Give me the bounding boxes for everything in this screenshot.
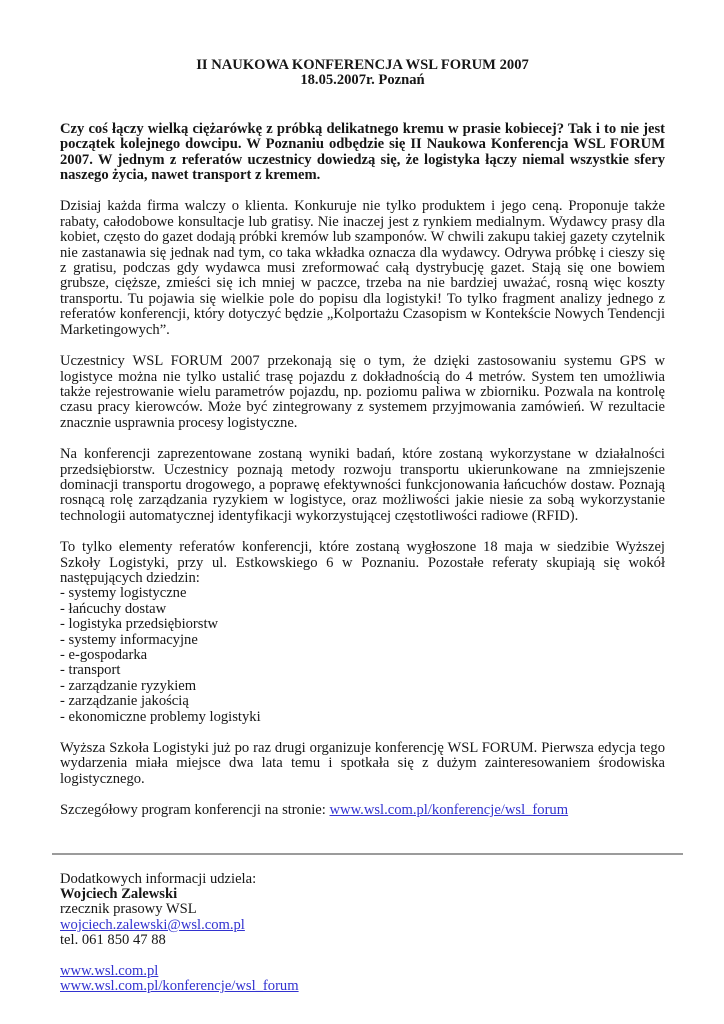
body-paragraph: Dzisiaj każda firma walczy o klienta. Konkuruje nie tylko produktem i jego ceną. Proponuje także rabaty, całodobowe konsultacje lub gratisy. Nie inaczej jest z rynkiem medialnym. Wydawcy prasy dla kobiet, często do gazet dodają próbki kremów lub szamponów. W chwili zakupu takiej gazety czytelnik nie zastanawia się jednak nad tym, co taka wkładka oznacza dla wydawcy. Odrywa próbkę i cieszy się z gratisu, podczas gdy wydawca musi zreformować całą dystrybucję gazet. Stają się one bowiem grubsze, cięższe, zmieści się ich mniej w paczce, trzeba na nie bardziej uważać, rosną więc koszty transportu. Tu pojawia się wielkie pole do popisu dla logistyki! To tylko fragment analizy jednego z referatów konferencji, który dotyczyć będzie „Kolportażu Czasopism w Kontekście Nowych Tendencji Marketingowych”. [60,198,665,338]
document-title: II NAUKOWA KONFERENCJA WSL FORUM 2007 [196,57,529,73]
body-paragraphs [60,199,665,586]
topic-item: - transport [60,662,121,679]
body-paragraph: To tylko elementy referatów konferencji, które zostaną wygłoszone 18 maja w siedzibie Wyższej Szkoły Logistyki, przy ul. Estkowskiego 6 w Poznaniu. Pozostałe referaty skupiają się wokół następujących dziedzin: [60,539,665,586]
program-link[interactable]: www.wsl.com.pl/konferencje/wsl_forum [329,802,569,819]
topic-item: - zarządzanie ryzykiem [60,677,197,694]
topic-item: - systemy informacyjne [60,631,198,648]
topic-item: - ekonomiczne problemy logistyki [60,708,261,725]
contact-phone: tel. 061 850 47 88 [60,932,166,949]
contact-email-link[interactable]: wojciech.zalewski@wsl.com.pl [60,916,245,933]
contact-email-row [60,918,665,933]
contact-heading: Dodatkowych informacji udziela: [60,870,257,887]
topics-list [60,586,665,725]
document-content [60,58,665,995]
website-links [60,964,665,995]
program-text: Szczegółowy program konferencji na stronie: [60,802,330,819]
lead-paragraph: Czy coś łączy wielką ciężarówkę z próbką delikatnego kremu w prasie kobiecej? Tak i to nie jest początek kolejnego dowcipu. W Poznaniu odbędzie się II Naukowa Konferencja WSL FORUM 2007. W jednym z referatów uczestnicy dowiedzą się, że logistyka łączy niemal wszystkie sfery naszego życia, nawet transport z kremem. [60,120,665,184]
contact-block [60,872,665,995]
website-link[interactable]: www.wsl.com.pl [60,963,159,980]
body-paragraph: Na konferencji zaprezentowane zostaną wyniki badań, które zostaną wykorzystane w działalności przedsiębiorstw. Uczestnicy poznają metody rozwoju transportu ukierunkowane na zmniejszenie dominacji transportu drogowego, a poprawę efektywności funkcjonowania łańcuchów dostaw. Poznają rosnącą rolę zarządzania ryzykiem w logistyce, oraz możliwości jakie niesie za sobą wykorzystanie technologii automatycznej identyfikacji wykorzystującej częstotliwości radiowe (RFID). [60,446,665,524]
body-paragraph: Uczestnicy WSL FORUM 2007 przekonają się o tym, że dzięki zastosowaniu systemu GPS w logistyce można nie tylko ustalić trasę pojazdu z dokładnością do 4 metrów. System ten umożliwia także rejestrowanie wielu parametrów pojazdu, np. poziomu paliwa w zbiorniku. Pozwala na kontrolę czasu pracy kierowców. Może być zintegrowany z systemem przyjmowania zamówień. W rezultacie znacznie usprawnia procesy logistyczne. [60,353,665,431]
document-date-location: 18.05.2007r. Poznań [300,72,425,89]
topic-item: - e-gospodarka [60,647,148,663]
program-line [60,803,665,818]
topic-item: - systemy logistyczne [60,585,187,602]
section-divider [52,853,683,855]
contact-role: rzecznik prasowy WSL [60,901,197,918]
topic-item: - zarządzanie jakością [60,693,189,710]
topic-item: - logistyka przedsiębiorstw [60,616,219,633]
document-title-block [60,58,665,89]
contact-name: Wojciech Zalewski [60,886,178,903]
blank-line [60,949,665,964]
topic-item: - łańcuchy dostaw [60,600,167,617]
closing-paragraph: Wyższa Szkoła Logistyki już po raz drugi organizuje konferencję WSL FORUM. Pierwsza edycja tego wydarzenia miała miejsce dwa lata temu i spotkała się z dużym zainteresowaniem środowiska logistycznego. [60,740,665,787]
website-link[interactable]: www.wsl.com.pl/konferencje/wsl_forum [60,978,299,995]
